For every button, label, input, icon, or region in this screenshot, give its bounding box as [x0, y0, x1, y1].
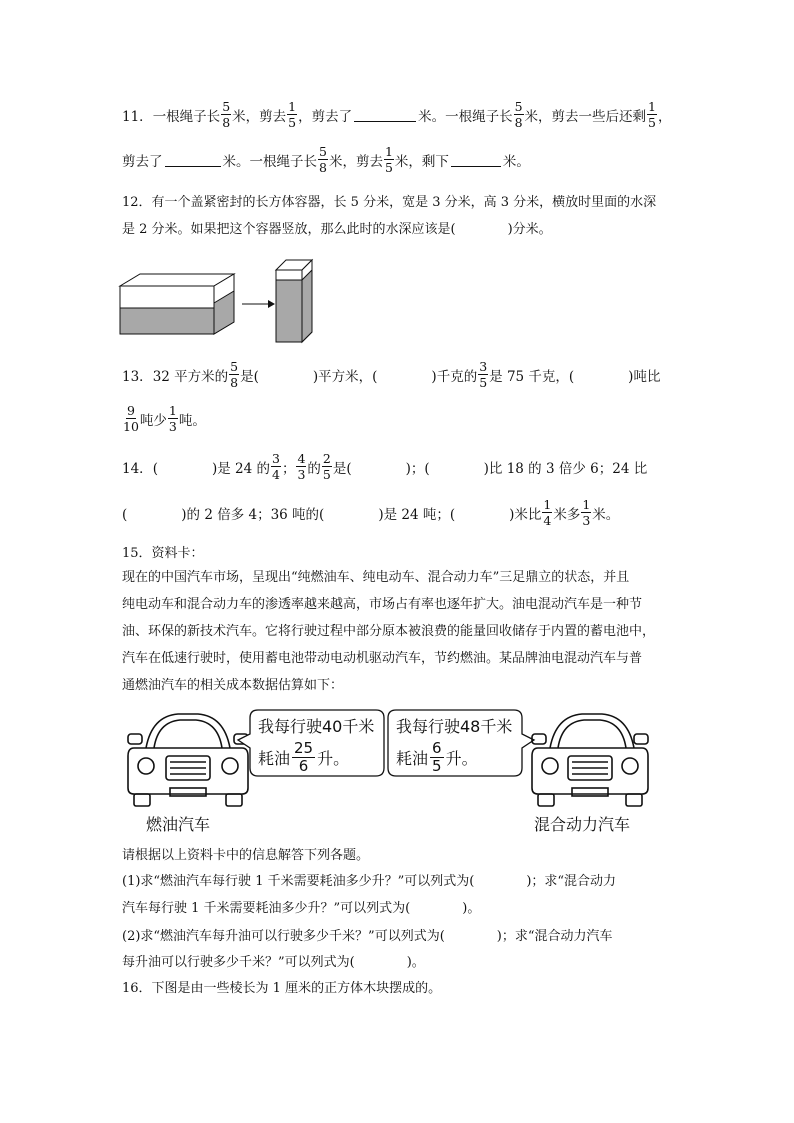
- fraction: $\frac{5}{8}$: [222, 99, 231, 130]
- q15-ask: 请根据以上资料卡中的信息解答下列各题。: [122, 848, 370, 863]
- fraction: $\frac{5}{8}$: [514, 99, 523, 130]
- q15-para-line: 纯电动车和混合动力车的渗透率越来越高，市场占有率也逐年扩大。油电混动汽车是一种节: [122, 597, 643, 612]
- answer-blank[interactable]: [354, 107, 416, 122]
- q13-line2: $\frac{9}{10}$ 吨少 $\frac{1}{3}$ 吨。: [123, 403, 206, 434]
- q14-line2: ( )的 2 倍多 4；36 吨的( )是 24 吨；( )米比 $\frac{1}{4}$ 米多 $\frac{1}{3}$ 米。: [122, 497, 620, 528]
- caption-fuel-car: 燃油汽车: [146, 815, 211, 834]
- fraction: $\frac{1}{5}$: [288, 99, 297, 130]
- bubble-left-line2: 耗油 $\frac{25}{6}$ 升。: [258, 739, 350, 775]
- q12-line1: 12．有一个盖紧密封的长方体容器，长 5 分米，宽是 3 分米，高 3 分米，横放时里面的水深: [122, 195, 657, 210]
- fraction: $\frac{5}{8}$: [319, 144, 327, 175]
- q12-line2: 是 2 分米。如果把这个容器竖放，那么此时的水深应该是( )分米。: [122, 222, 552, 237]
- fuel-car-icon: [128, 714, 248, 806]
- fraction: $\frac{1}{5}$: [648, 99, 656, 130]
- q15-title: 15．资料卡：: [122, 546, 204, 561]
- q15-sub2-line2: 每升油可以行驶多少千米？”可以列式为( )。: [122, 955, 425, 970]
- q16-text: 16．下图是由一些棱长为 1 厘米的正方体木块摆成的。: [122, 981, 442, 996]
- answer-blank[interactable]: [451, 152, 501, 167]
- fraction: $\frac{1}{3}$: [582, 497, 591, 528]
- q15-para-line: 现在的中国汽车市场，呈现出“纯燃油车、纯电动车、混合动力车”三足鼎立的状态，并且: [122, 570, 630, 585]
- hybrid-car-icon: [532, 714, 648, 806]
- fraction: $\frac{9}{10}$: [123, 403, 139, 434]
- q11-line2: 剪去了 米。一根绳子长 $\frac{5}{8}$ 米，剪去 $\frac{1}{5}$ 米，剩下 米。: [122, 144, 530, 175]
- caption-hybrid-car: 混合动力汽车: [534, 815, 631, 834]
- fraction: $\frac{1}{3}$: [168, 403, 177, 434]
- water-fill-horizontal: [120, 308, 214, 334]
- bubble-right-line2: 耗油 $\frac{6}{5}$ 升。: [396, 739, 478, 775]
- fraction: $\frac{3}{4}$: [271, 451, 280, 482]
- q11-line1: 11． 一根绳子长 $\frac{5}{8}$ 米，剪去 $\frac{1}{5}$ ，剪去了 米。一根绳子长 $\frac{5}{8}$ 米，剪去一些后还剩 $\frac{1}{5}$ ，: [122, 99, 672, 130]
- q15-para-line: 通燃油汽车的相关成本数据估算如下：: [122, 678, 344, 693]
- q13-line1: 13． 32 平方米的 $\frac{5}{8}$ 是( )平方米，( )千克的 $\frac{3}{5}$ 是 75 千克，( )吨比: [122, 359, 661, 390]
- fraction: $\frac{1}{4}$: [543, 497, 552, 528]
- answer-blank[interactable]: [165, 152, 221, 167]
- bubble-left-line1: 我每行驶40千米: [258, 717, 375, 736]
- fraction: $\frac{5}{8}$: [230, 359, 239, 390]
- q15-sub1-line1: (1)求“燃油汽车每行驶 1 千米需要耗油多少升？”可以列式为( )；求“混合动力: [122, 874, 617, 889]
- q15-sub1-line2: 汽车每行驶 1 千米需要耗油多少升？”可以列式为( )。: [122, 901, 481, 916]
- q15-para-line: 油、环保的新技术汽车。它将行驶过程中部分原本被浪费的能量回收储存于内置的蓄电池中，: [122, 624, 656, 639]
- q14-line1: 14． ( )是 24 的 $\frac{3}{4}$ ； $\frac{4}{3}$ 的 $\frac{2}{5}$ 是( )；( )比 18 的 3 倍少 6；24 比: [122, 451, 648, 482]
- bubble-right-line1: 我每行驶48千米: [396, 717, 513, 736]
- container-diagram: [118, 240, 328, 344]
- q15-sub2-line1: (2)求“燃油汽车每升油可以行驶多少千米？”可以列式为( )；求“混合动力汽车: [122, 929, 613, 944]
- fraction: $\frac{3}{5}$: [479, 359, 488, 390]
- fraction: $\frac{2}{5}$: [322, 451, 331, 482]
- fraction: $\frac{1}{5}$: [384, 144, 393, 175]
- cars-illustration: [122, 704, 652, 816]
- q15-para-line: 汽车在低速行驶时，使用蓄电池带动电动机驱动汽车，节约燃油。某品牌油电混动汽车与普: [122, 651, 643, 666]
- fraction: $\frac{4}{3}$: [297, 451, 306, 482]
- water-fill-vertical: [276, 280, 302, 342]
